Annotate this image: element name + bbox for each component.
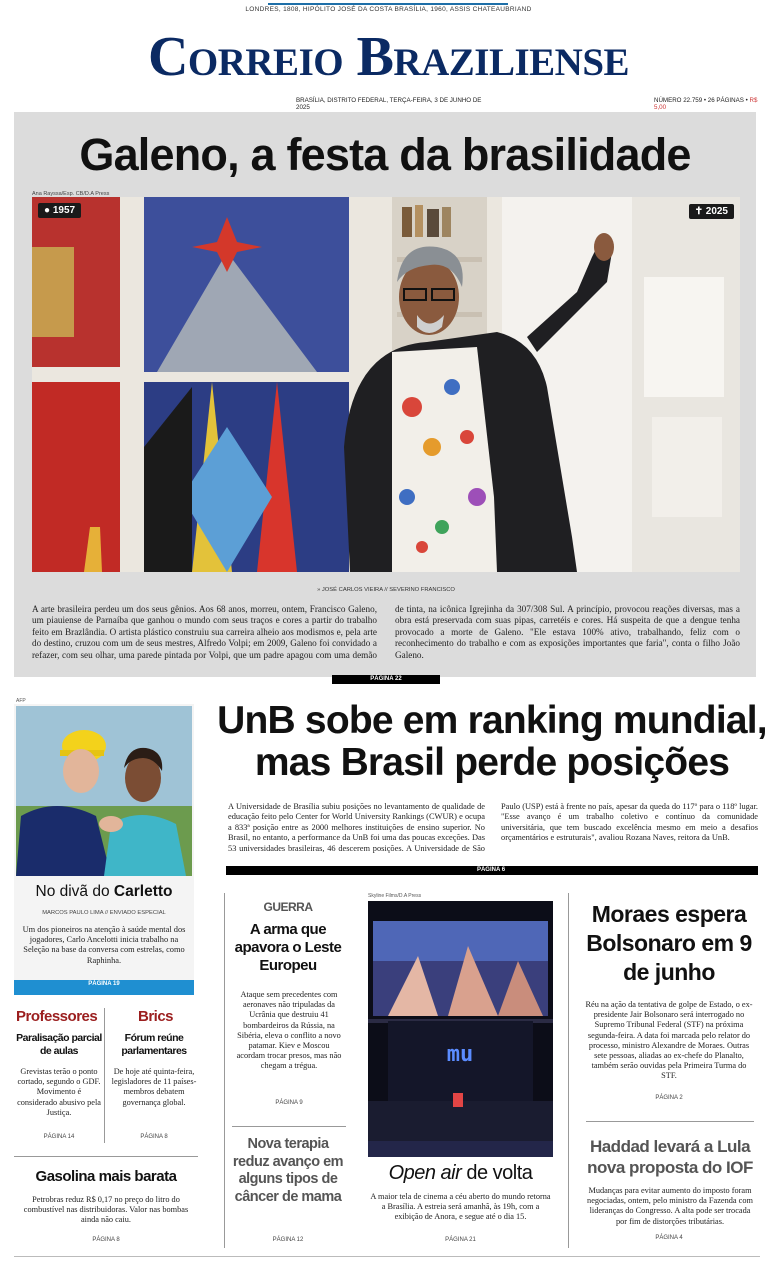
openair-headline-italic: Open air xyxy=(388,1162,462,1184)
openair-photo-illustration xyxy=(368,901,553,1157)
moraes-page[interactable]: PÁGINA 2 xyxy=(655,1095,683,1101)
guerra-section: GUERRA xyxy=(263,900,313,914)
bottom-rule xyxy=(14,1256,760,1257)
carletto-headline-bold: Carletto xyxy=(113,883,173,900)
death-year-badge: ✝ 2025 xyxy=(689,204,734,219)
openair-headline[interactable] xyxy=(368,1162,553,1185)
edition-price: R$ 5,00 xyxy=(654,97,758,111)
moraes-body: Réu na ação da tentativa de golpe de Estado, o ex-presidente Jair Bolsonaro será interrogado no Supremo Tribunal Federal (STF) na próxima segunda-feira. A data foi marcada pelo relator do processo, ministro Alexandre de Moraes. Outras sete pessoas, aliadas ao ex-chefe do Planalto, também serão ouvidas pela Primeira Turma do STF. xyxy=(585,1000,753,1081)
haddad-page[interactable]: PÁGINA 4 xyxy=(655,1235,683,1241)
professores-page[interactable]: PÁGINA 14 xyxy=(43,1134,75,1140)
edition-number: NÚMERO 22.759 • 26 PÁGINAS • xyxy=(654,97,748,104)
terapia-headline[interactable]: Nova terapia reduz avanço em alguns tipos de câncer de mama xyxy=(232,1136,344,1205)
professores-section: Professores xyxy=(16,1008,98,1025)
column-divider-2 xyxy=(568,893,569,1248)
carletto-headline-pre: No divã do xyxy=(35,883,114,900)
openair-body: A maior tela de cinema a céu aberto do mundo retorna a Brasília. A estreia será amanhã, às 19h, com a exibição de Anora, e segue até o dia 15. xyxy=(370,1192,551,1222)
brics-page[interactable]: PÁGINA 8 xyxy=(140,1134,168,1140)
top-accent-bar xyxy=(268,3,508,5)
haddad-rule xyxy=(586,1121,754,1122)
brics-section: Brics xyxy=(138,1008,174,1025)
carletto-photo-credit: AFP xyxy=(16,698,26,704)
lead-caption: » JOSÉ CARLOS VIEIRA // SEVERINO FRANCISCO xyxy=(317,587,455,593)
masthead[interactable]: Correio Braziliense xyxy=(147,26,630,88)
professores-body: Grevistas terão o ponto cortado, segundo o GDF. Movimento é considerado abusivo pela Justiça. xyxy=(17,1067,101,1117)
svg-text:mu: mu xyxy=(446,1042,474,1067)
gasolina-headline[interactable]: Gasolina mais barata xyxy=(35,1168,177,1185)
haddad-body: Mudanças para evitar aumento do imposto foram negociadas, ontem, pelo ministro da Fazenda com lideranças do Congresso. A alta pode ser trocada por fim de distorções tributárias. xyxy=(587,1186,753,1226)
unb-headline-line2: mas Brasil perde posições xyxy=(254,741,730,784)
openair-photo[interactable] xyxy=(368,901,553,1157)
unb-page-tab[interactable]: PÁGINA 6 xyxy=(438,866,544,875)
gasolina-body: Petrobras reduz R$ 0,17 no preço do litro do combustível nas distribuidoras. Valor nas bombas ainda não caiu. xyxy=(23,1195,189,1225)
terapia-page[interactable]: PÁGINA 12 xyxy=(272,1237,304,1243)
dateline: BRASÍLIA, DISTRITO FEDERAL, TERÇA-FEIRA, 3 DE JUNHO DE 2025 xyxy=(296,97,482,111)
moraes-headline[interactable]: Moraes espera Bolsonaro em 9 de junho xyxy=(586,901,752,985)
guerra-headline[interactable]: A arma que apavora o Leste Europeu xyxy=(234,921,342,974)
terapia-rule xyxy=(232,1126,346,1127)
openair-headline-rest: de volta xyxy=(461,1162,533,1184)
guerra-page[interactable]: PÁGINA 9 xyxy=(275,1100,303,1106)
lead-headline[interactable]: Galeno, a festa da brasilidade xyxy=(79,129,691,180)
small-col-divider xyxy=(104,1008,105,1143)
professores-headline[interactable]: Paralisação parcial de aulas xyxy=(16,1032,102,1057)
gasolina-page[interactable]: PÁGINA 8 xyxy=(92,1237,120,1243)
carletto-page-tab[interactable]: PÁGINA 19 xyxy=(14,980,194,989)
brics-body: De hoje até quinta-feira, legisladores de 11 países-membros debatem governança global. xyxy=(111,1067,197,1107)
unb-headline-line1: UnB sobe em ranking mundial, xyxy=(217,699,767,742)
lead-body: A arte brasileira perdeu um dos seus gênios. Aos 68 anos, morreu, ontem, Francisco Galeno, um piauiense de Parnaíba que ganhou o mundo com seus traços e cores a partir do trabalho feito em Brazlândia. O artista plástico construiu sua carreira alheio aos modismos e, pela arte do destino, cruzou com um de seus mestres, Alfredo Volpi; em 2009, Galeno foi convidado a refazer, com seu olhar, uma parede pintada por Volpi, que um padre apagou com uma demão de tinta, na icônica Igrejinha da 307/308 Sul. A princípio, provocou reações diversas, mas a obra está preservada com suas pipas, carretéis e cores. Há suspeita de que a dengue tenha provocado a morte de Galeno. "Ele estava 100% ativo, trabalhando, feliz com o reconhecimento do trabalho e com as exposições importantes que faria", conta o filho João Galeno. xyxy=(32,604,740,660)
openair-photo-credit: Skyline Films/D.A Press xyxy=(368,893,422,899)
column-divider-1 xyxy=(224,893,225,1248)
openair-page[interactable]: PÁGINA 21 xyxy=(445,1237,476,1243)
lead-photo[interactable] xyxy=(32,197,740,572)
birth-year-badge: ● 1957 xyxy=(38,203,81,218)
carletto-headline[interactable] xyxy=(16,882,192,902)
unb-headline[interactable] xyxy=(214,700,770,784)
lead-photo-credit: Ana Rayssa/Esp. CB/D.A Press xyxy=(32,191,110,197)
guerra-body: Ataque sem precedentes com aeronaves não tripuladas da Ucrânia que destruiu 41 bombardeiros da Rússia, na Sibéria, eleva o conflito a novo patamar. Kiev e Moscou acordam trocar presos, mas não chegam a trégua. xyxy=(236,990,342,1071)
lead-photo-illustration xyxy=(32,197,740,572)
lead-page-tab[interactable]: PÁGINA 22 xyxy=(332,675,440,684)
edition-info xyxy=(654,97,764,111)
brics-headline[interactable]: Fórum reúne parlamentares xyxy=(121,1032,187,1057)
carletto-photo[interactable] xyxy=(16,706,192,876)
carletto-body: Um dos pioneiros na atenção à saúde mental dos jogadores, Carlo Ancelotti inicia trabalho na Seleção na base da conversa com estrelas, como Raphinha. xyxy=(22,925,186,965)
founders-line: LONDRES, 1808, HIPÓLITO JOSÉ DA COSTA BRASÍLIA, 1960, ASSIS CHATEAUBRIAND xyxy=(245,6,532,13)
carletto-author: MARCOS PAULO LIMA // ENVIADO ESPECIAL xyxy=(42,910,166,916)
unb-body: A Universidade de Brasília subiu posições no levantamento de qualidade de educação feito pelo Center for World University Rankings (CWUR) e ocupa a 833ª posição entre as 2000 melhores instituições de ensino superior. No Brasil, no entanto, a performance da UnB foi uma das poucas exceções. Das 53 universidades brasileiras, 46 descerem posições. A Universidade de São Paulo (USP) está à frente no país, apesar da queda do 117º para o 118º lugar. "Esse avanço é um trabalho coletivo e contínuo da comunidade universitária, que tem buscado excelência mesmo em meio a desafios orçamentários e estruturais", avaliou Rozana Naves, reitora da UnB. xyxy=(228,802,758,853)
haddad-headline[interactable]: Haddad levará a Lula nova proposta do IOF xyxy=(587,1137,753,1177)
carletto-photo-illustration xyxy=(16,706,192,876)
gasolina-rule xyxy=(14,1156,198,1157)
